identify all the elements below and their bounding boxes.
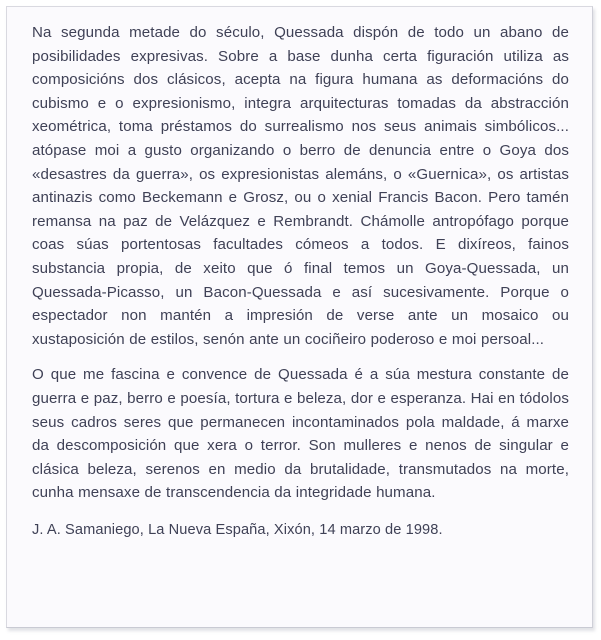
attribution-line: J. A. Samaniego, La Nueva España, Xixón, 14 marzo de 1998. — [32, 521, 443, 538]
paragraph-2: O que me fascina e convence de Quessada é a súa mestura constante de guerra e paz, berro e poesía, tortura e beleza, dor e esperanza. Hai en tódolos seus cadros seres que permanecen incontaminados pola maldade, á marxe da descomposición que xera o terror. Son mulleres e nenos de singular e clásica beleza, serenos en medio da brutalidade, transmutados na morte, cunha mensaxe de transcendencia da integridade humana. — [32, 366, 569, 502]
document-page — [6, 6, 593, 628]
paragraph-1: Na segunda metade do século, Quessada dispón de todo un abano de posibilidades expresivas. Sobre a base dunha certa figuración utiliza as composicións dos clásicos, acepta na figura humana as deformacións do cubismo e o expresionismo, integra arquitecturas tomadas da abstracción xeométrica, toma préstamos do surrealismo nos seus animais simbólicos... atópase moi a gusto organizando o berro de denuncia entre o Goya dos «desastres da guerra», os expresionistas alemáns, o «Guernica», os artistas antinazis como Beckemann e Grosz, ou o xenial Francis Bacon. Pero tamén remansa na paz de Velázquez e Rembrandt. Chámolle antropófago porque coas súas portentosas facultades cómeos a todos. E dixíreos, fainos substancia propia, de xeito que ó final temos un Goya-Quessada, un Quessada-Picasso, un Bacon-Quessada e así sucesivamente. Porque o espectador non mantén a impresión de verse ante un mosaico ou xustaposición de estilos, senón ante un cociñeiro poderoso e moi persoal... — [32, 24, 569, 348]
document-text-body — [32, 21, 569, 542]
